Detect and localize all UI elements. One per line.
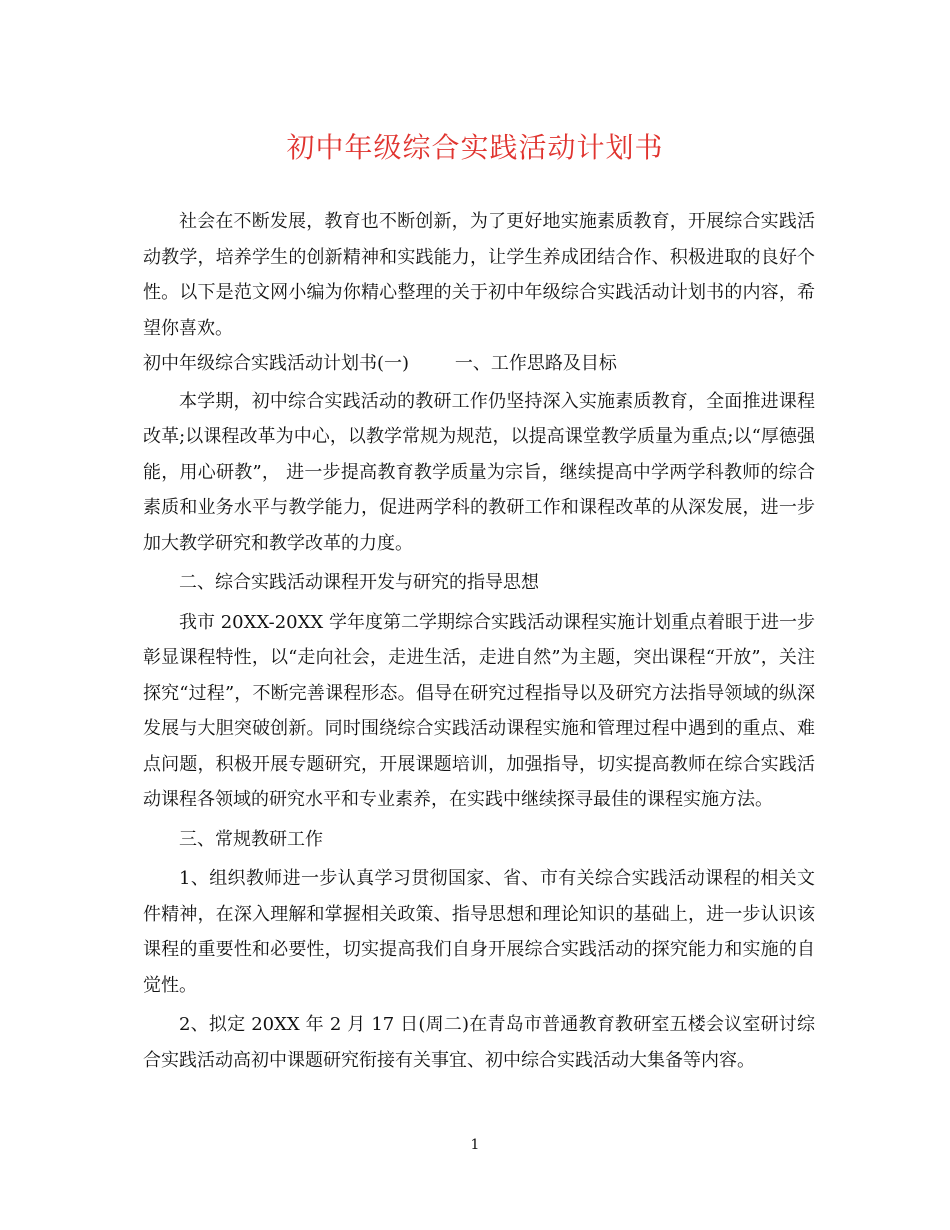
intro-paragraph: 社会在不断发展，教育也不断创新，为了更好地实施素质教育，开展综合实践活动教学，培养学生的创新精神和实践能力，让学生养成团结合作、积极进取的良好个性。以下是范文网小编为你精心整理的关于初中年级综合实践活动计划书的内容，希望你喜欢。 bbox=[143, 211, 815, 339]
page-number: 1 bbox=[470, 1137, 480, 1153]
document-body bbox=[143, 204, 815, 1078]
section-heading-line: 初中年级综合实践活动计划书(一) 一、工作思路及目标 bbox=[143, 353, 617, 374]
work-goals-paragraph: 本学期，初中综合实践活动的教研工作仍坚持深入实施素质教育，全面推进课程改革;以课程改革为中心，以教学常规为规范，以提高课堂教学质量为重点;以“厚德强能，用心研教”， 进一步提高教育教学质量为宗旨，继续提高中学两学科教师的综合素质和业务水平与教学能力，促进两学科的教研工作和课程改革的从深发展，进一步加大教学研究和教学改革的力度。 bbox=[143, 390, 815, 554]
routine-item-1: 1、组织教师进一步认真学习贯彻国家、省、市有关综合实践活动课程的相关文件精神，在深入理解和掌握相关政策、指导思想和理论知识的基础上，进一步认识该课程的重要性和必要性，切实提高我们自身开展综合实践活动的探究能力和实施的自觉性。 bbox=[143, 868, 815, 996]
section-two-heading: 二、综合实践活动课程开发与研究的指导思想 bbox=[179, 572, 539, 593]
document-title: 初中年级综合实践活动计划书 bbox=[286, 131, 664, 164]
section-three-heading: 三、常规教研工作 bbox=[179, 828, 323, 850]
guiding-ideas-paragraph: 我市 20XX-20XX 学年度第二学期综合实践活动课程实施计划重点着眼于进一步彰显课程特性，以“走向社会，走进生活，走进自然”为主题，突出课程“开放”，关注探究“过程”，不断完善课程形态。倡导在研究过程指导以及研究方法指导领域的纵深发展与大胆突破创新。同时围绕综合实践活动课程实施和管理过程中遇到的重点、难点问题，积极开展专题研究，开展课题培训，加强指导，切实提高教师在综合实践活动课程各领域的研究水平和专业素养，在实践中继续探寻最佳的课程实施方法。 bbox=[143, 611, 815, 810]
routine-item-2: 2、拟定 20XX 年 2 月 17 日(周二)在青岛市普通教育教研室五楼会议室研讨综合实践活动高初中课题研究衔接有关事宜、初中综合实践活动大集备等内容。 bbox=[143, 1014, 815, 1071]
